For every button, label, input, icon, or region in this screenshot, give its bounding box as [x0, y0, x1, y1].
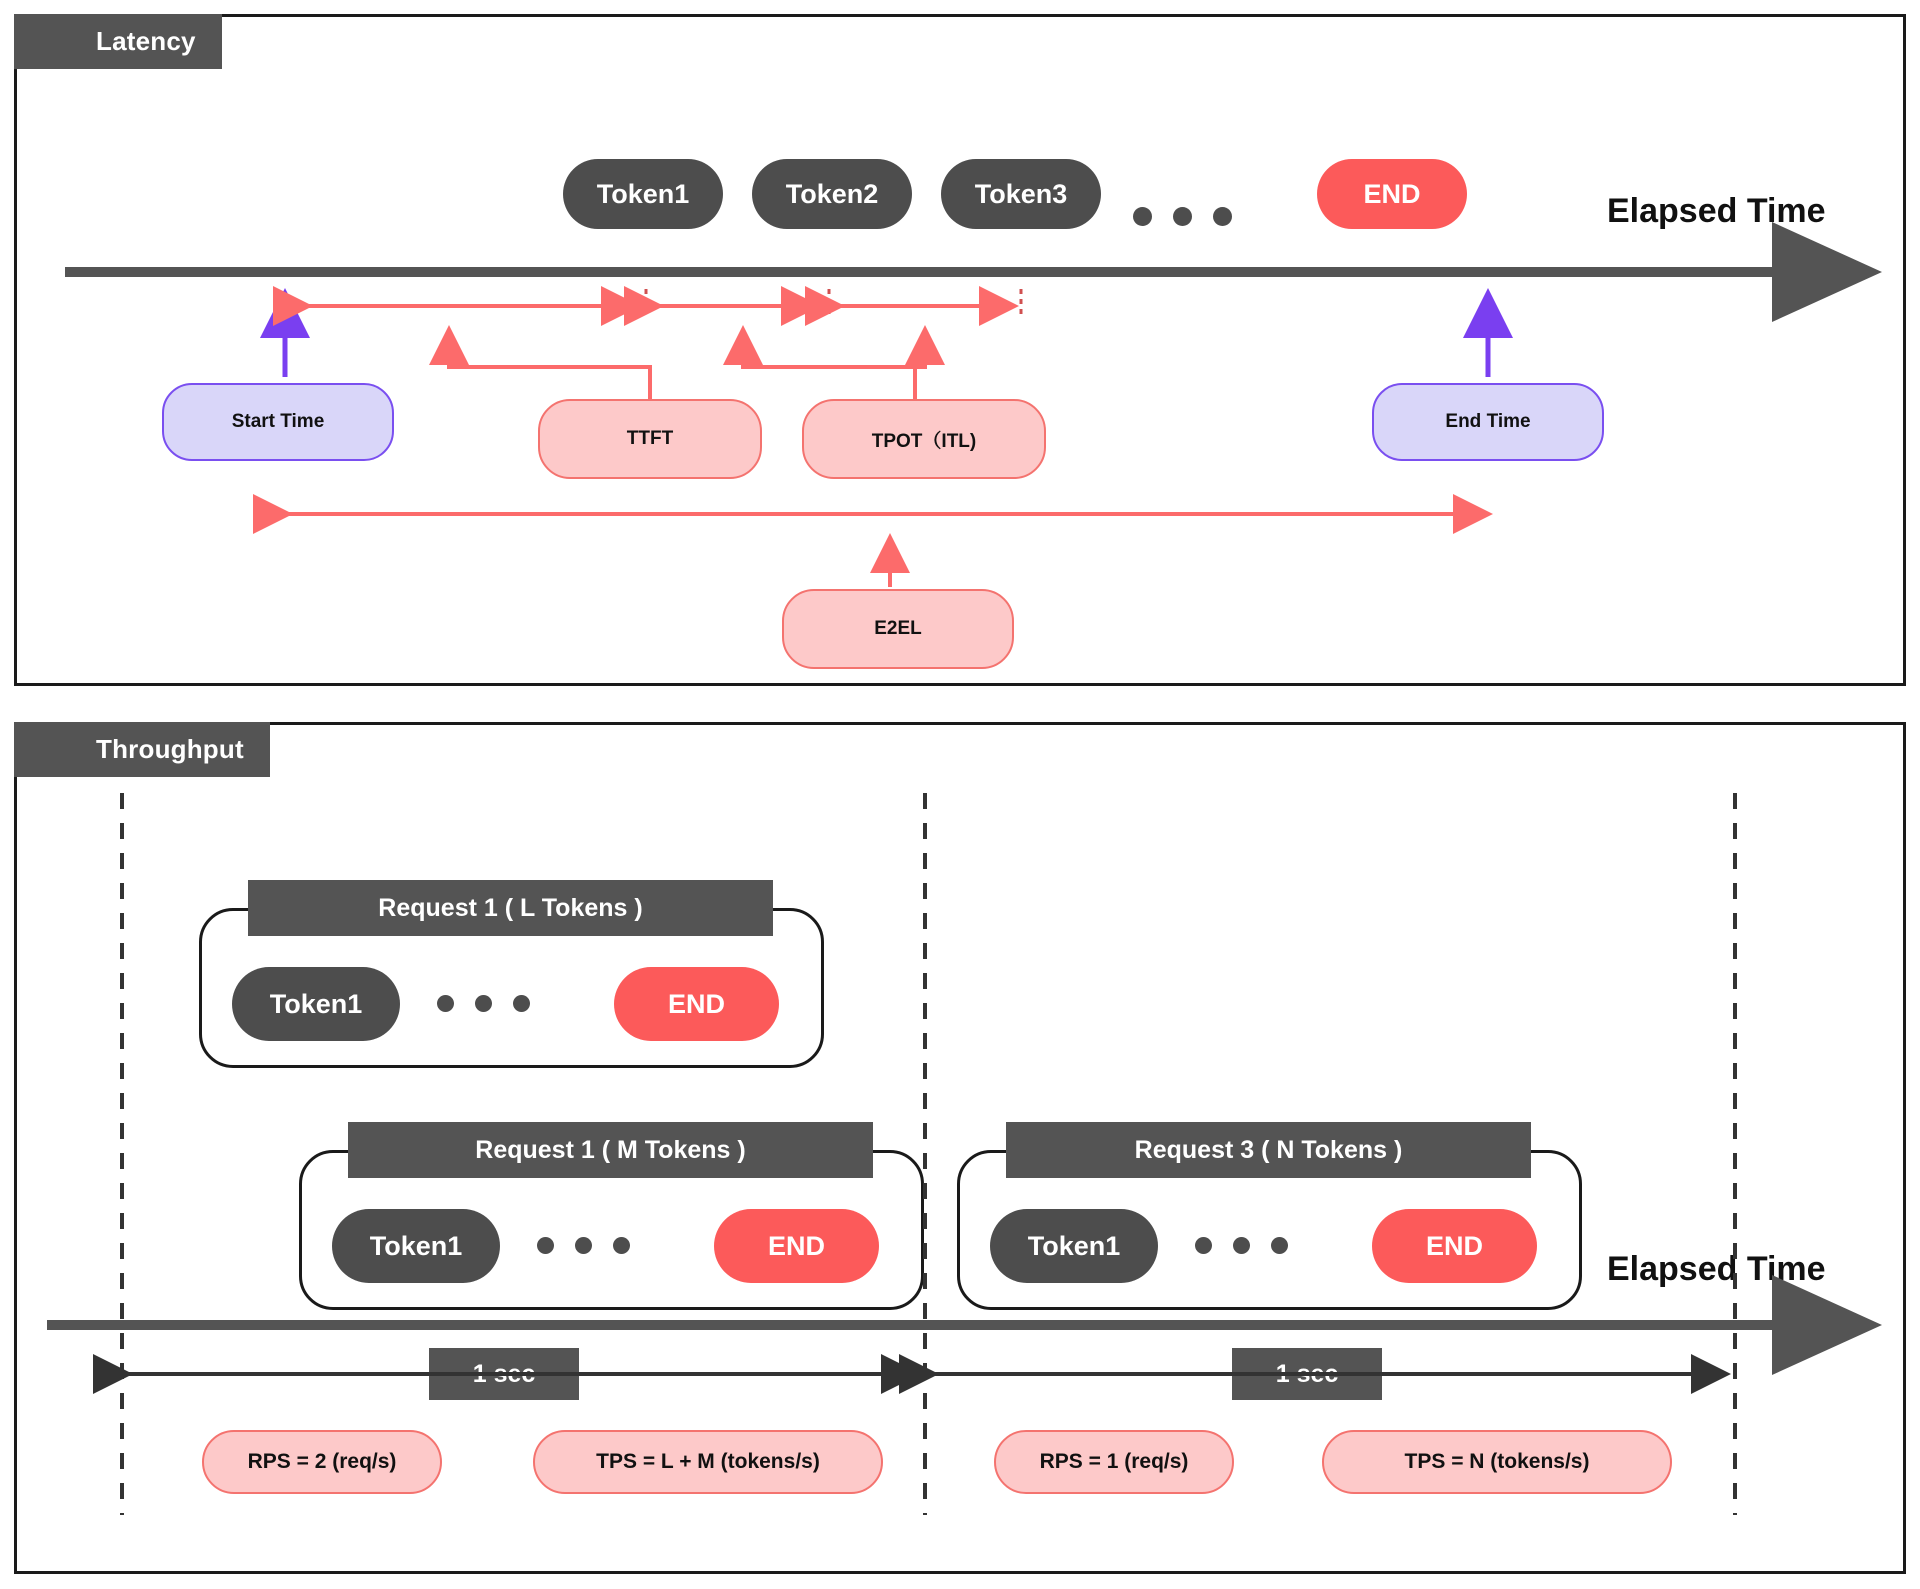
request-1-end	[614, 967, 779, 1041]
ttft-text: TTFT	[626, 428, 674, 449]
ttft-label	[538, 399, 762, 479]
latency-ellipsis-dots	[1133, 207, 1232, 226]
request-2-end-label: END	[767, 1230, 825, 1261]
dot-icon	[1271, 1237, 1288, 1254]
request-3-title: Request 3 ( N Tokens )	[1134, 1135, 1403, 1164]
throughput-panel-tab: Throughput	[14, 722, 270, 777]
request-1-token	[232, 967, 400, 1041]
latency-token-3	[941, 159, 1101, 229]
latency-token-2	[752, 159, 912, 229]
request-3-end	[1372, 1209, 1537, 1283]
interval-label-1	[429, 1348, 579, 1400]
latency-end-label: END	[1363, 178, 1421, 209]
request-1-dots	[437, 995, 530, 1012]
tpot-label	[802, 399, 1046, 479]
request-3-dots	[1195, 1237, 1288, 1254]
interval-2-text: 1 sec	[1275, 1359, 1339, 1388]
dot-icon	[475, 995, 492, 1012]
throughput-elapsed-time-label: Elapsed Time	[1607, 1250, 1826, 1288]
latency-panel-tab: Latency	[14, 14, 222, 69]
interval-label-2	[1232, 1348, 1382, 1400]
start-time-text: Start Time	[231, 411, 325, 432]
dot-icon	[1195, 1237, 1212, 1254]
request-3-token-label: Token1	[1027, 1230, 1121, 1261]
rps-2-text: RPS = 1 (req/s)	[1039, 1450, 1189, 1473]
tps-2-text: TPS = N (tokens/s)	[1404, 1450, 1590, 1473]
request-1-header	[248, 880, 773, 936]
request-2-header	[348, 1122, 873, 1178]
tps-label-1	[533, 1430, 883, 1494]
latency-elapsed-time-label: Elapsed Time	[1607, 192, 1826, 230]
request-3-end-label: END	[1425, 1230, 1483, 1261]
request-2-token-label: Token1	[369, 1230, 463, 1261]
request-2-dots	[537, 1237, 630, 1254]
request-1-token-label: Token1	[269, 988, 363, 1019]
request-2-end	[714, 1209, 879, 1283]
latency-token-3-label: Token3	[974, 178, 1068, 209]
e2el-text: E2EL	[874, 618, 922, 639]
dot-icon	[513, 995, 530, 1012]
end-time-text: End Time	[1445, 411, 1531, 432]
request-1-title: Request 1 ( L Tokens )	[378, 893, 643, 922]
request-3-header	[1006, 1122, 1531, 1178]
start-time-label	[162, 383, 394, 461]
dot-icon	[537, 1237, 554, 1254]
dot-icon	[1133, 207, 1152, 226]
latency-token-1-label: Token1	[596, 178, 690, 209]
request-2-title: Request 1 ( M Tokens )	[475, 1135, 746, 1164]
rps-1-text: RPS = 2 (req/s)	[247, 1450, 397, 1473]
rps-label-2	[994, 1430, 1234, 1494]
end-time-label	[1372, 383, 1604, 461]
tps-label-2	[1322, 1430, 1672, 1494]
request-1-end-label: END	[667, 988, 725, 1019]
latency-token-2-label: Token2	[785, 178, 879, 209]
interval-1-text: 1 sec	[472, 1359, 536, 1388]
dot-icon	[1213, 207, 1232, 226]
latency-token-1	[563, 159, 723, 229]
dot-icon	[575, 1237, 592, 1254]
dot-icon	[437, 995, 454, 1012]
tps-1-text: TPS = L + M (tokens/s)	[596, 1450, 820, 1473]
dot-icon	[1233, 1237, 1250, 1254]
latency-end-pill	[1317, 159, 1467, 229]
dot-icon	[613, 1237, 630, 1254]
request-2-token	[332, 1209, 500, 1283]
throughput-panel	[14, 722, 1906, 1574]
latency-panel	[14, 14, 1906, 686]
dot-icon	[1173, 207, 1192, 226]
tpot-text: TPOT（ITL)	[871, 430, 977, 452]
rps-label-1	[202, 1430, 442, 1494]
request-3-token	[990, 1209, 1158, 1283]
e2el-label	[782, 589, 1014, 669]
